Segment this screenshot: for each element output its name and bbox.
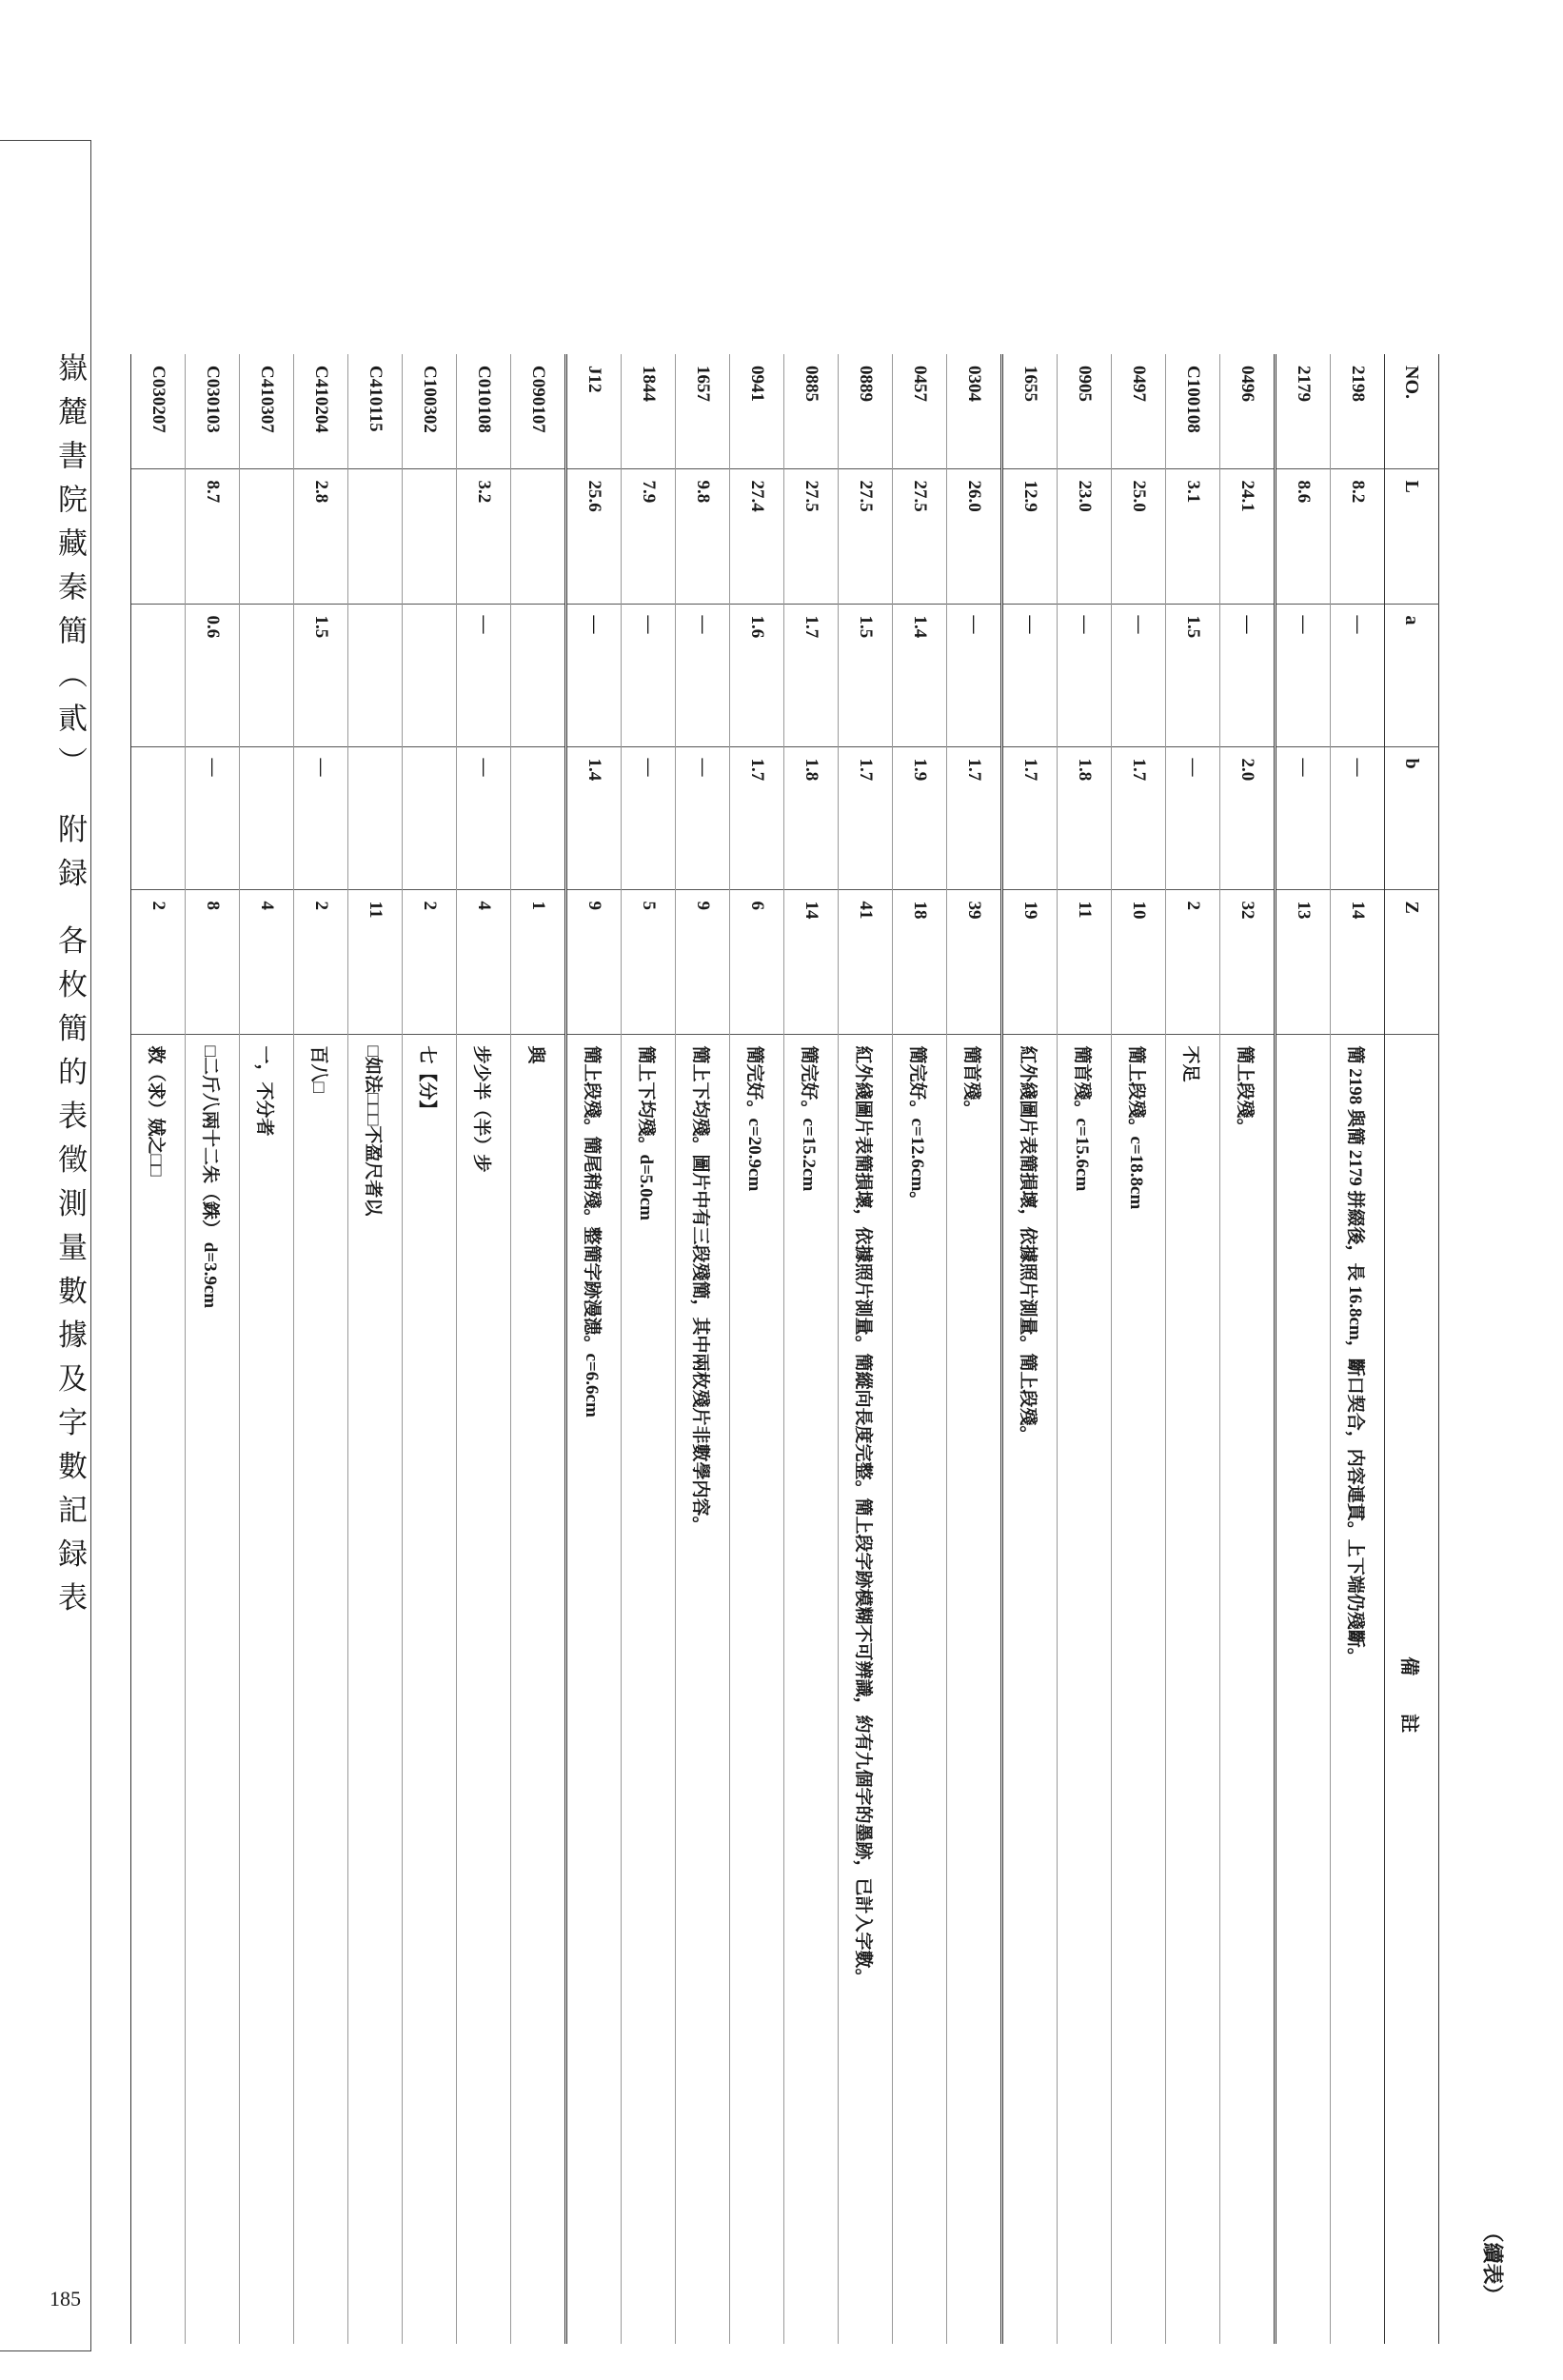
cell-no: C030103 — [186, 354, 240, 468]
cell-l: 8.7 — [186, 468, 240, 604]
cell-b: — — [457, 746, 511, 889]
cell-note: 與 — [511, 1034, 566, 2344]
cell-a: 0.6 — [186, 604, 240, 746]
cell-a: — — [457, 604, 511, 746]
slip-measurement-table — [130, 354, 1439, 2344]
cell-no: 0497 — [1112, 354, 1166, 468]
table-row — [676, 354, 730, 2344]
cell-z: 2 — [294, 889, 348, 1034]
table-row — [1220, 354, 1276, 2344]
cell-no: 0457 — [893, 354, 947, 468]
cell-l: 25.0 — [1112, 468, 1166, 604]
cell-note: 七【分】 — [403, 1034, 457, 2344]
cell-z: 13 — [1276, 889, 1331, 1034]
header-z: Z — [1385, 889, 1439, 1034]
cell-l — [240, 468, 294, 604]
cell-a: 1.6 — [730, 604, 784, 746]
cell-no: 0496 — [1220, 354, 1276, 468]
cell-a: — — [1112, 604, 1166, 746]
cell-b — [348, 746, 403, 889]
cell-a — [348, 604, 403, 746]
cell-l — [348, 468, 403, 604]
table-row — [1331, 354, 1385, 2344]
cell-a: — — [622, 604, 676, 746]
cell-z: 11 — [1058, 889, 1112, 1034]
cell-note: 簡首殘。c=15.6cm — [1058, 1034, 1112, 2344]
cell-l: 8.2 — [1331, 468, 1385, 604]
table-row — [893, 354, 947, 2344]
cell-note: 紅外綫圖片表簡損壞，依據照片測量。簡縱向長度完整。簡上段字跡模糊不可辨識，約有九個字的墨跡，已計入字數。 — [839, 1034, 893, 2344]
continued-label: （續表） — [1479, 2221, 1505, 2306]
cell-z: 1 — [511, 889, 566, 1034]
cell-b: 2.0 — [1220, 746, 1276, 889]
cell-note: 簡上下均殘。d=5.0cm — [622, 1034, 676, 2344]
cell-b: — — [1166, 746, 1220, 889]
cell-a: 1.5 — [839, 604, 893, 746]
cell-note: 簡上段殘。c=18.8cm — [1112, 1034, 1166, 2344]
cell-b: 1.9 — [893, 746, 947, 889]
cell-note: 簡完好。c=20.9cm — [730, 1034, 784, 2344]
cell-b: 1.7 — [839, 746, 893, 889]
cell-l — [131, 468, 186, 604]
cell-z: 39 — [947, 889, 1002, 1034]
cell-no: 0905 — [1058, 354, 1112, 468]
cell-b — [511, 746, 566, 889]
cell-note: 簡上段殘。 — [1220, 1034, 1276, 2344]
table-row — [730, 354, 784, 2344]
cell-a: 1.7 — [784, 604, 839, 746]
cell-no: C100302 — [403, 354, 457, 468]
cell-z: 32 — [1220, 889, 1276, 1034]
cell-b — [403, 746, 457, 889]
cell-b: — — [622, 746, 676, 889]
cell-l — [403, 468, 457, 604]
table-body — [131, 354, 1385, 2344]
cell-note: 簡完好。c=12.6cm。 — [893, 1034, 947, 2344]
cell-b: — — [186, 746, 240, 889]
header-note: 備 註 — [1385, 1034, 1439, 2344]
cell-no: 0304 — [947, 354, 1002, 468]
table-row — [1002, 354, 1058, 2344]
cell-z: 8 — [186, 889, 240, 1034]
table-row — [240, 354, 294, 2344]
table-row — [839, 354, 893, 2344]
page-number: 185 — [49, 2287, 81, 2311]
header-a: a — [1385, 604, 1439, 746]
cell-z: 4 — [457, 889, 511, 1034]
cell-z: 6 — [730, 889, 784, 1034]
cell-note: 簡 2198 與簡 2179 拼綴後，長 16.8cm，斷口契合，内容連貫。上下端仍殘斷。 — [1331, 1034, 1385, 2344]
cell-l: 24.1 — [1220, 468, 1276, 604]
cell-no: 1655 — [1002, 354, 1058, 468]
cell-b: 1.7 — [1002, 746, 1058, 889]
cell-note: 救（求）娀之□□ — [131, 1034, 186, 2344]
cell-note: 簡完好。c=15.2cm — [784, 1034, 839, 2344]
cell-b: — — [1331, 746, 1385, 889]
table-header-row — [1385, 354, 1439, 2344]
cell-a: — — [1220, 604, 1276, 746]
cell-a: — — [1331, 604, 1385, 746]
cell-a: — — [1276, 604, 1331, 746]
cell-z: 41 — [839, 889, 893, 1034]
cell-b: 1.7 — [1112, 746, 1166, 889]
cell-no: C410115 — [348, 354, 403, 468]
cell-l: 27.5 — [784, 468, 839, 604]
table-row — [622, 354, 676, 2344]
cell-l: 12.9 — [1002, 468, 1058, 604]
cell-b — [131, 746, 186, 889]
cell-no: 1657 — [676, 354, 730, 468]
cell-b: — — [1276, 746, 1331, 889]
cell-note: 簡上段殘。簡尾稍殘。整簡字跡漫漶。c=6.6cm — [566, 1034, 622, 2344]
cell-a: — — [676, 604, 730, 746]
cell-note: 一，不分者 — [240, 1034, 294, 2344]
cell-l: 26.0 — [947, 468, 1002, 604]
cell-note: □如法□□□不盈尺者以 — [348, 1034, 403, 2344]
cell-no: 2198 — [1331, 354, 1385, 468]
table-row — [947, 354, 1002, 2344]
margin-rule-top — [0, 140, 91, 141]
cell-b: 1.7 — [730, 746, 784, 889]
cell-no: C410204 — [294, 354, 348, 468]
cell-z: 14 — [1331, 889, 1385, 1034]
slip-measurement-table-wrapper — [146, 354, 1439, 2344]
cell-note: 簡首殘。 — [947, 1034, 1002, 2344]
margin-rule-bottom — [0, 2350, 91, 2351]
cell-note: 簡上下均殘。圖片中有三段殘簡，其中兩枚殘片非數學内容。 — [676, 1034, 730, 2344]
cell-b: — — [294, 746, 348, 889]
cell-b: — — [676, 746, 730, 889]
cell-no: C100108 — [1166, 354, 1220, 468]
cell-note: 紅外綫圖片表簡損壞，依據照片測量。簡上段殘。 — [1002, 1034, 1058, 2344]
cell-note: 百八□ — [294, 1034, 348, 2344]
cell-l — [511, 468, 566, 604]
cell-l: 3.1 — [1166, 468, 1220, 604]
cell-no: 0941 — [730, 354, 784, 468]
cell-note — [1276, 1034, 1331, 2344]
table-row — [403, 354, 457, 2344]
cell-z: 2 — [403, 889, 457, 1034]
cell-b: 1.8 — [784, 746, 839, 889]
cell-z: 9 — [566, 889, 622, 1034]
table-row — [1112, 354, 1166, 2344]
cell-no: 0889 — [839, 354, 893, 468]
cell-z: 18 — [893, 889, 947, 1034]
cell-no: 2179 — [1276, 354, 1331, 468]
cell-a — [240, 604, 294, 746]
header-b: b — [1385, 746, 1439, 889]
header-l: L — [1385, 468, 1439, 604]
cell-l: 7.9 — [622, 468, 676, 604]
cell-no: 0885 — [784, 354, 839, 468]
cell-no: J12 — [566, 354, 622, 468]
cell-l: 2.8 — [294, 468, 348, 604]
cell-l: 27.4 — [730, 468, 784, 604]
cell-z: 19 — [1002, 889, 1058, 1034]
cell-a: 1.4 — [893, 604, 947, 746]
table-row — [784, 354, 839, 2344]
cell-z: 10 — [1112, 889, 1166, 1034]
cell-l: 25.6 — [566, 468, 622, 604]
cell-a — [511, 604, 566, 746]
table-row — [131, 354, 186, 2344]
table-row — [511, 354, 566, 2344]
table-row — [457, 354, 511, 2344]
cell-l: 3.2 — [457, 468, 511, 604]
cell-z: 2 — [1166, 889, 1220, 1034]
running-header-title: 嶽麓書院藏秦簡（貳） 附録 各枚簡的表徵測量數據及字數記録表 — [52, 352, 87, 1626]
table-row — [348, 354, 403, 2344]
cell-z: 9 — [676, 889, 730, 1034]
cell-no: 1844 — [622, 354, 676, 468]
cell-a — [403, 604, 457, 746]
cell-z: 11 — [348, 889, 403, 1034]
table-row — [1166, 354, 1220, 2344]
table-row — [566, 354, 622, 2344]
cell-a — [131, 604, 186, 746]
table-row — [294, 354, 348, 2344]
cell-b: 1.8 — [1058, 746, 1112, 889]
table-row — [186, 354, 240, 2344]
cell-no: C030207 — [131, 354, 186, 468]
cell-a: 1.5 — [294, 604, 348, 746]
cell-z: 2 — [131, 889, 186, 1034]
cell-l: 9.8 — [676, 468, 730, 604]
cell-note: 不足 — [1166, 1034, 1220, 2344]
cell-a: — — [566, 604, 622, 746]
cell-no: C090107 — [511, 354, 566, 468]
margin-rule — [90, 140, 91, 2350]
cell-l: 23.0 — [1058, 468, 1112, 604]
cell-z: 5 — [622, 889, 676, 1034]
cell-b — [240, 746, 294, 889]
cell-z: 4 — [240, 889, 294, 1034]
cell-a: — — [947, 604, 1002, 746]
cell-no: C010108 — [457, 354, 511, 468]
table-row — [1276, 354, 1331, 2344]
cell-l: 8.6 — [1276, 468, 1331, 604]
cell-a: 1.5 — [1166, 604, 1220, 746]
table-row — [1058, 354, 1112, 2344]
cell-b: 1.7 — [947, 746, 1002, 889]
cell-note: □二斤八兩十二朱（銖） d=3.9cm — [186, 1034, 240, 2344]
header-no: NO. — [1385, 354, 1439, 468]
cell-b: 1.4 — [566, 746, 622, 889]
cell-l: 27.5 — [893, 468, 947, 604]
cell-no: C410307 — [240, 354, 294, 468]
cell-z: 14 — [784, 889, 839, 1034]
cell-a: — — [1058, 604, 1112, 746]
cell-a: — — [1002, 604, 1058, 746]
cell-note: 步少半（半）步 — [457, 1034, 511, 2344]
cell-l: 27.5 — [839, 468, 893, 604]
